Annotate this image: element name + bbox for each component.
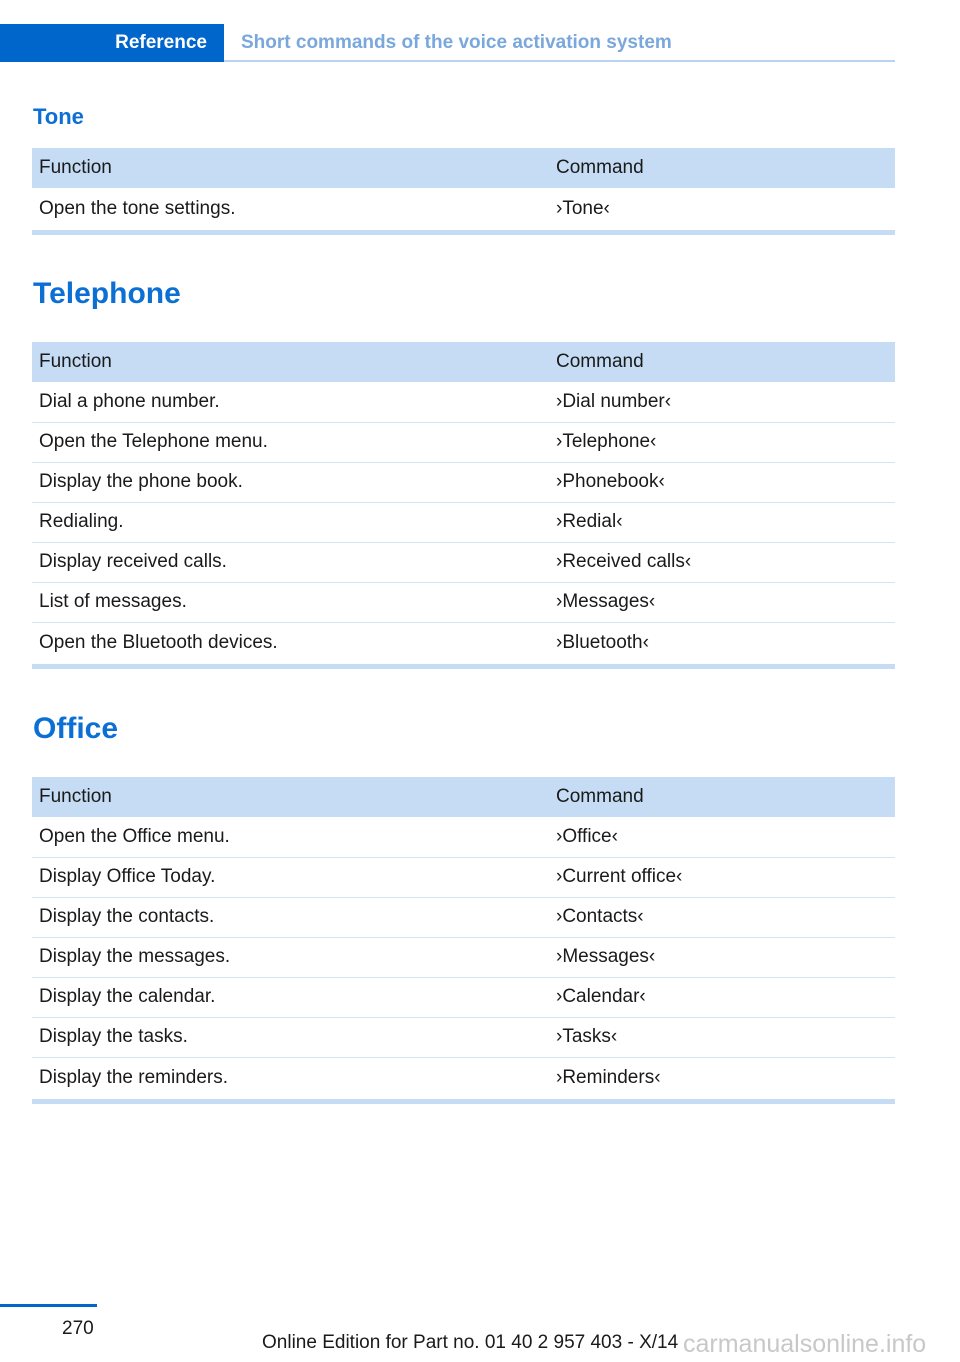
function-cell: Display the contacts. [32, 897, 549, 937]
command-cell: ›Reminders‹ [549, 1057, 895, 1101]
header-title: Short commands of the voice activation system [241, 32, 672, 53]
function-cell: Open the Telephone menu. [32, 422, 549, 462]
command-cell: ›Dial number‹ [549, 382, 895, 422]
command-cell: ›Calendar‹ [549, 977, 895, 1017]
watermark: carmanualsonline.info [683, 1330, 927, 1358]
function-cell: Display the reminders. [32, 1057, 549, 1101]
table-row [32, 502, 895, 542]
table-row [32, 857, 895, 897]
column-header-function: Function [32, 342, 549, 382]
office-command-table [32, 777, 895, 1104]
command-cell: ›Telephone‹ [549, 422, 895, 462]
command-cell: ›Messages‹ [549, 937, 895, 977]
function-cell: Display the calendar. [32, 977, 549, 1017]
table-row [32, 542, 895, 582]
function-cell: Open the tone settings. [32, 188, 549, 232]
function-cell: Display Office Today. [32, 857, 549, 897]
function-cell: Display the phone book. [32, 462, 549, 502]
header-divider [224, 60, 895, 62]
table-row [32, 382, 895, 422]
command-cell: ›Messages‹ [549, 582, 895, 622]
command-cell: ›Bluetooth‹ [549, 622, 895, 666]
command-cell: ›Contacts‹ [549, 897, 895, 937]
command-cell: ›Tasks‹ [549, 1017, 895, 1057]
function-cell: Display the messages. [32, 937, 549, 977]
section-heading-tone: Tone [33, 104, 84, 129]
command-cell: ›Office‹ [549, 817, 895, 857]
table-row [32, 817, 895, 857]
page-header [0, 24, 895, 62]
command-cell: ›Redial‹ [549, 502, 895, 542]
table-header-row [32, 342, 895, 382]
command-cell: ›Current office‹ [549, 857, 895, 897]
function-cell: Dial a phone number. [32, 382, 549, 422]
table-row [32, 422, 895, 462]
function-cell: Open the Office menu. [32, 817, 549, 857]
column-header-command: Command [549, 777, 895, 817]
function-cell: Display received calls. [32, 542, 549, 582]
command-cell: ›Tone‹ [549, 188, 895, 232]
page-number: 270 [62, 1318, 94, 1339]
table-row [32, 462, 895, 502]
table-row [32, 1017, 895, 1057]
table-header-row [32, 777, 895, 817]
footer-divider [0, 1304, 97, 1307]
function-cell: Open the Bluetooth devices. [32, 622, 549, 666]
table-row [32, 622, 895, 666]
tone-command-table [32, 148, 895, 235]
command-cell: ›Phonebook‹ [549, 462, 895, 502]
section-heading-office: Office [33, 712, 119, 745]
table-row [32, 897, 895, 937]
table-row [32, 937, 895, 977]
table-row [32, 977, 895, 1017]
function-cell: List of messages. [32, 582, 549, 622]
column-header-command: Command [549, 148, 895, 188]
column-header-command: Command [549, 342, 895, 382]
column-header-function: Function [32, 777, 549, 817]
table-header-row [32, 148, 895, 188]
header-section-tab: Reference [0, 24, 224, 62]
table-row [32, 188, 895, 232]
function-cell: Display the tasks. [32, 1017, 549, 1057]
command-cell: ›Received calls‹ [549, 542, 895, 582]
column-header-function: Function [32, 148, 549, 188]
section-heading-telephone: Telephone [33, 277, 181, 310]
table-row [32, 1057, 895, 1101]
edition-note: Online Edition for Part no. 01 40 2 957 403 - X/14 [262, 1332, 679, 1353]
table-row [32, 582, 895, 622]
telephone-command-table [32, 342, 895, 669]
function-cell: Redialing. [32, 502, 549, 542]
